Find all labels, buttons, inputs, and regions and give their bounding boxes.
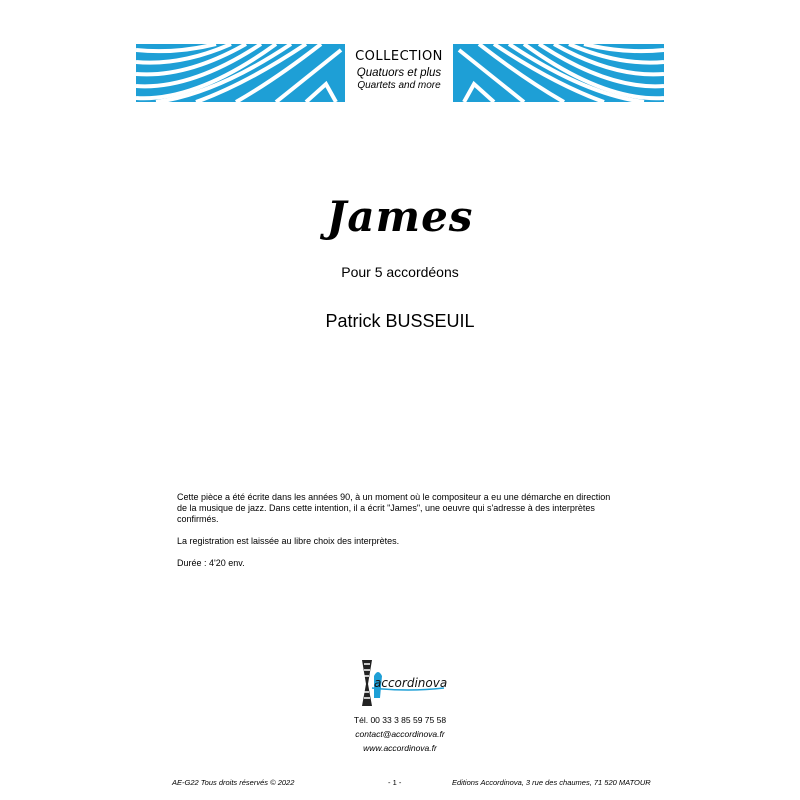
instrumentation: Pour 5 accordéons bbox=[341, 264, 459, 280]
series-name-en: Quartets and more bbox=[357, 80, 441, 91]
collection-label: COLLECTION bbox=[355, 49, 443, 64]
program-notes bbox=[177, 492, 622, 580]
series-name-fr: Quatuors et plus bbox=[356, 67, 442, 79]
phone-number: Tél. 00 33 3 85 59 75 58 bbox=[353, 715, 447, 725]
footer-catalog-rights: AE-G22 Tous droits réservés © 2022 bbox=[172, 778, 295, 787]
composer-name: Patrick BUSSEUIL bbox=[325, 311, 475, 331]
website-link[interactable]: www.accordinova.fr bbox=[363, 743, 437, 753]
page-number: - 1 - bbox=[388, 778, 402, 787]
notes-paragraph-3: Durée : 4'20 env. bbox=[177, 558, 245, 568]
banner-label-box bbox=[345, 44, 453, 102]
publisher-contact bbox=[0, 713, 800, 755]
notes-paragraph-2: La registration est laissée au libre choix des interprètes. bbox=[177, 536, 400, 546]
notes-paragraph-1: Cette pièce a été écrite dans les années 90, à un moment où le compositeur a eu une démarche en direction de la musique de jazz. Dans cette intention, il a écrit "James", une oeuvre qui s'adresse à des interprètes confirmés. bbox=[177, 492, 611, 524]
logo-wordmark: accordinova bbox=[374, 676, 448, 690]
footer-publisher-address: Editions Accordinova, 3 rue des chaumes, 71 520 MATOUR bbox=[452, 778, 651, 787]
email-address[interactable]: contact@accordinova.fr bbox=[355, 729, 445, 739]
piece-title: James bbox=[326, 192, 474, 241]
